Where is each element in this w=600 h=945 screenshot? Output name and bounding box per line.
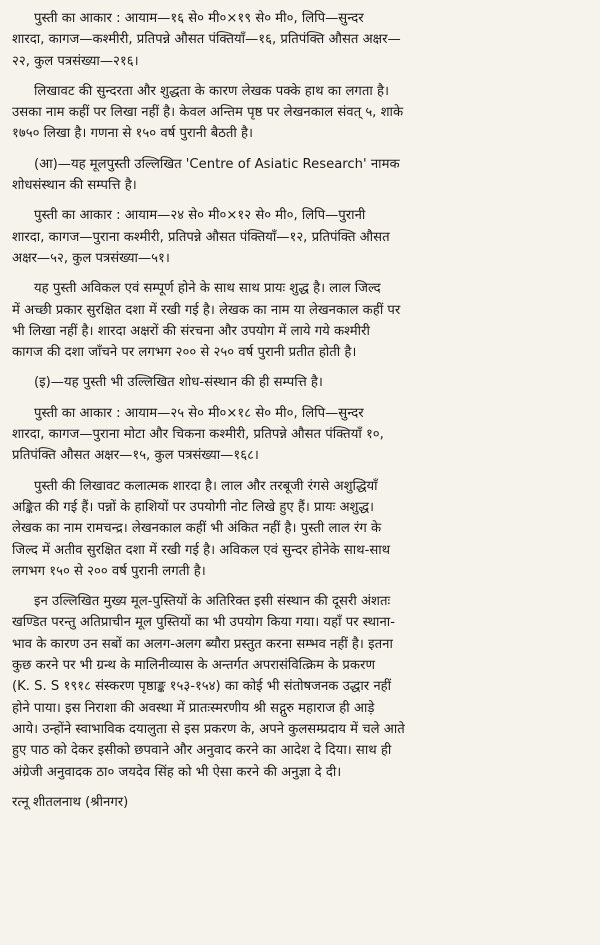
text-line: आये। उन्होंने स्वाभाविक दयालुता से इस प्रकरण के, अपने कुलसम्प्रदाय में चले आते: [12, 721, 405, 737]
text-line: शारदा, कागज—पुराना कश्मीरी, प्रतिपन्ने औसत पंक्तियाँ—१२, प्रतिपंक्ति औसत: [12, 229, 390, 245]
text-line: होने पाया। इस निराशा की अवस्था में प्रातःस्मरणीय श्री सद्गुरु महाराज ही आड़े: [12, 700, 375, 716]
paragraph-gap: [12, 783, 584, 792]
paragraph-gap: [12, 72, 584, 81]
text-line: १७५० लिखा है। गणना से १५० वर्ष पुरानी बैठती है।: [12, 126, 254, 142]
text-line: (K. S. S १९१८ संस्करण पृष्ठाङ्क १५३-१५४) का कोई भी संतोषजनक उद्धार नहीं: [12, 679, 392, 695]
text-line: लगभग १५० से २०० वर्ष पुरानी लगती है।: [12, 563, 206, 579]
paragraph-gap: [12, 467, 584, 476]
text-line: कागज की दशा जाँचने पर लगभग २०० से २५० वर्ष पुरानी प्रतीत होती है।: [12, 345, 357, 361]
text-line: हुए पाठ को देकर इसीको छपवाने और अनुवाद करने का आदेश दे दिया। साथ ही: [12, 743, 392, 759]
text-line: पुस्ती का आकार : आयाम—१६ से० मी०×१९ से० मी०, लिपि—सुन्दर: [34, 11, 364, 26]
text-line: जिल्द में अतीव सुरक्षित दशा में रखी गई है। अविकल एवं सुन्दर होनेके साथ-साथ: [12, 542, 391, 558]
text-line: इन उल्लिखित मुख्य मूल-पुस्तियों के अतिरिक्त इसी संस्थान की दूसरी अंशतः: [34, 594, 391, 610]
paragraph-gap: [12, 394, 584, 403]
paragraph-gap: [12, 582, 584, 591]
text-line: भी लिखा नहीं है। शारदा अक्षरों की संरचना और उपयोग में लाये गये कश्मीरी: [12, 323, 370, 339]
text-line: लिखावट की सुन्दरता और शुद्धता के कारण लेखक पक्के हाथ का लगता है।: [34, 83, 389, 99]
text-line: प्रतिपंक्ति औसत अक्षर—१५, कुल पत्रसंख्या—१६८।: [12, 448, 259, 464]
text-line: में अच्छी प्रकार सुरक्षित दशा में रखी गई है। लेखक का नाम या लेखनकाल कहीं पर: [12, 302, 401, 318]
text-line: खण्डित परन्तु अतिप्राचीन मूल पुस्तियों का भी उपयोग किया गया। यहाँ पर स्थाना-: [12, 615, 395, 631]
text-line: लेखक का नाम रामचन्द्र। लेखनकाल कहीं भी अंकित नहीं है। पुस्ती लाल रंग के: [12, 521, 382, 537]
paragraph-gap: [12, 145, 584, 154]
text-line: अङ्कित की गई हैं। पन्नों के हाशियों पर उपयोगी नोट लिखे हुए हैं। प्रायः अशुद्ध।: [12, 499, 375, 515]
text-line: भाव के कारण उन सबों का अलग-अलग ब्यौरा प्रस्तुत करना सम्भव नहीं है। इतना: [12, 636, 393, 652]
text-line: अक्षर—५२, कुल पत्रसंख्या—५१।: [12, 250, 170, 266]
text-line: रत्नू शीतलनाथ (श्रीनगर): [12, 794, 129, 810]
text-line: कुछ करने पर भी ग्रन्थ के मालिनीव्यास के अन्तर्गत अपरासंवित्क्रिम के प्रकरण: [12, 658, 375, 674]
paragraph-gap: [12, 363, 584, 372]
text-line: पुस्ती का आकार : आयाम—२४ से० मी०×१२ से० मी०, लिपि—पुरानी: [34, 208, 366, 224]
text-line: (आ)—यह मूलपुस्ती उल्लिखित 'Centre of Asiatic Research' नामक: [34, 156, 400, 172]
text-line: शारदा, कागज—कश्मीरी, प्रतिपन्ने औसत पंक्तियाँ—१६, प्रतिपंक्ति औसत अक्षर—: [12, 32, 401, 48]
text-line: यह पुस्ती अविकल एवं सम्पूर्ण होने के साथ साथ प्रायः शुद्ध है। लाल जिल्द: [34, 281, 381, 297]
text-line: २२, कुल पत्रसंख्या—२१६।: [12, 53, 139, 69]
text-line: (इ)—यह पुस्ती भी उल्लिखित शोध-संस्थान की ही सम्पत्ति है।: [34, 375, 323, 391]
text-line: शोधसंस्थान की सम्पत्ति है।: [12, 178, 137, 194]
paragraph-gap: [12, 196, 584, 205]
text-line: पुस्ती का आकार : आयाम—२५ से० मी०×१८ से० मी०, लिपि—सुन्दर: [34, 405, 364, 421]
text-line: पुस्ती की लिखावट कलात्मक शारदा है। लाल और तरबूजी रंगसे अशुद्धियाँ: [34, 478, 378, 494]
text-line: अंग्रेजी अनुवादक ठा० जयदेव सिंह को भी ऐसा करने की अनुज्ञा दे दी।: [12, 764, 342, 780]
text-line: शारदा, कागज—पुराना मोटा और चिकना कश्मीरी, प्रतिपन्ने औसत पंक्तियाँ १०,: [12, 427, 384, 443]
paragraph-gap: [12, 269, 584, 278]
text-line: उसका नाम कहीं पर लिखा नहीं है। केवल अन्तिम पृष्ठ पर लेखनकाल संवत् ५, शाके: [12, 105, 404, 121]
